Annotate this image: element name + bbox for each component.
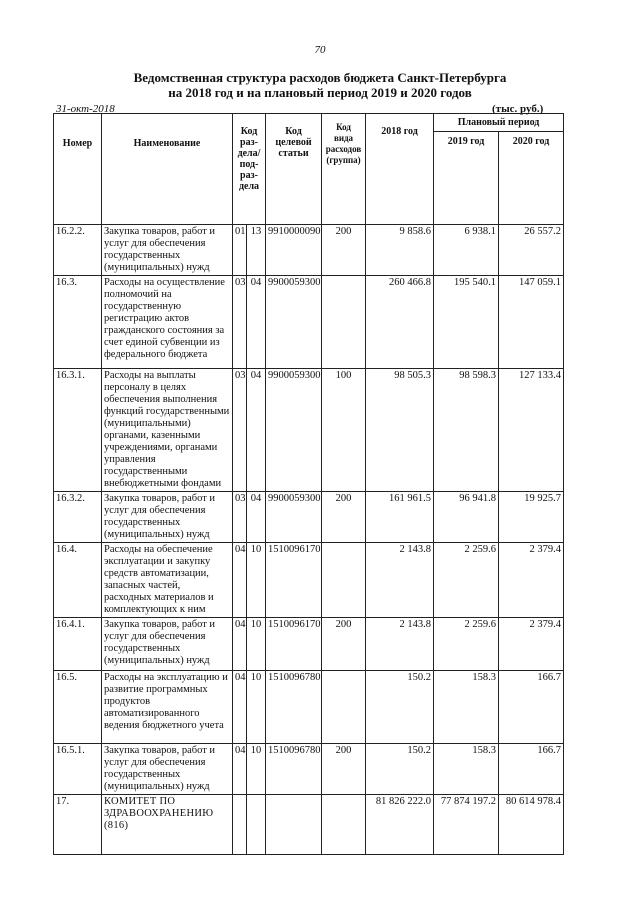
row-subsection: 10 — [247, 744, 266, 795]
row-expense-type — [322, 795, 366, 855]
row-name: Расходы на выплаты персоналу в целях обеспечения выполнения функций государственными (муниципальными) органами, казенными учреждениями, органами управления государственными внебюджетными фондами — [102, 369, 233, 492]
row-number: 17. — [54, 795, 102, 855]
budget-table — [53, 113, 564, 855]
row-amount-2019: 195 540.1 — [434, 276, 499, 369]
row-section: 03 — [233, 369, 247, 492]
header-section-code: Код раз- дела/ под- раз- дела — [233, 114, 266, 225]
row-amount-2020: 26 557.2 — [499, 225, 564, 276]
header-2019: 2019 год — [434, 132, 499, 225]
row-subsection — [247, 795, 266, 855]
row-subsection: 13 — [247, 225, 266, 276]
row-amount-2018: 98 505.3 — [366, 369, 434, 492]
row-section: 03 — [233, 492, 247, 543]
header-expense-type-code: Код вида расходов (группа) — [322, 114, 366, 225]
row-number: 16.2.2. — [54, 225, 102, 276]
row-subsection: 10 — [247, 618, 266, 671]
row-name: Расходы на осуществление полномочий на государственную регистрацию актов гражданского состояния за счет единой субвенции из федерального бюджета — [102, 276, 233, 369]
row-amount-2020: 147 059.1 — [499, 276, 564, 369]
row-subsection: 04 — [247, 369, 266, 492]
row-target-code: 1510096780 — [266, 671, 322, 744]
units-label: (тыс. руб.) — [492, 103, 544, 115]
table-row — [54, 744, 564, 795]
row-number: 16.4. — [54, 543, 102, 618]
row-amount-2020: 80 614 978.4 — [499, 795, 564, 855]
row-amount-2018: 150.2 — [366, 671, 434, 744]
row-target-code: 1510096170 — [266, 543, 322, 618]
document-date: 31-окт-2018 — [56, 103, 115, 115]
row-amount-2018: 81 826 222.0 — [366, 795, 434, 855]
header-target-code: Код целевой статьи — [266, 114, 322, 225]
row-section: 04 — [233, 618, 247, 671]
table-row — [54, 543, 564, 618]
row-number: 16.3.1. — [54, 369, 102, 492]
row-expense-type: 100 — [322, 369, 366, 492]
row-section: 03 — [233, 276, 247, 369]
row-amount-2020: 2 379.4 — [499, 618, 564, 671]
table-row — [54, 492, 564, 543]
row-name: Закупка товаров, работ и услуг для обеспечения государственных (муниципальных) нужд — [102, 225, 233, 276]
row-expense-type — [322, 671, 366, 744]
row-amount-2018: 161 961.5 — [366, 492, 434, 543]
row-expense-type: 200 — [322, 225, 366, 276]
title-line-1: Ведомственная структура расходов бюджета Санкт-Петербурга — [133, 70, 507, 85]
row-amount-2019: 96 941.8 — [434, 492, 499, 543]
row-subsection: 04 — [247, 492, 266, 543]
row-amount-2019: 2 259.6 — [434, 618, 499, 671]
row-amount-2018: 9 858.6 — [366, 225, 434, 276]
row-expense-type — [322, 276, 366, 369]
row-subsection: 04 — [247, 276, 266, 369]
header-2020: 2020 год — [499, 132, 564, 225]
row-amount-2018: 2 143.8 — [366, 543, 434, 618]
row-amount-2020: 2 379.4 — [499, 543, 564, 618]
row-target-code: 9900059300 — [266, 492, 322, 543]
row-target-code: 9900059300 — [266, 276, 322, 369]
header-name: Наименование — [102, 114, 233, 225]
row-section: 04 — [233, 543, 247, 618]
row-amount-2019: 158.3 — [434, 671, 499, 744]
row-subsection: 10 — [247, 543, 266, 618]
page-number: 70 — [314, 44, 326, 56]
row-amount-2018: 2 143.8 — [366, 618, 434, 671]
row-amount-2020: 166.7 — [499, 744, 564, 795]
row-amount-2018: 260 466.8 — [366, 276, 434, 369]
row-expense-type — [322, 543, 366, 618]
row-name: Расходы на обеспечение эксплуатации и закупку средств автоматизации, запасных частей, расходных материалов и комплектующих к ним — [102, 543, 233, 618]
table-row — [54, 369, 564, 492]
row-expense-type: 200 — [322, 744, 366, 795]
document-title — [0, 70, 640, 100]
row-expense-type: 200 — [322, 492, 366, 543]
row-name: КОМИТЕТ ПО ЗДРАВООХРАНЕНИЮ (816) — [102, 795, 233, 855]
row-amount-2020: 127 133.4 — [499, 369, 564, 492]
title-line-2: на 2018 год и на плановый период 2019 и 2020 годов — [168, 85, 472, 100]
row-section — [233, 795, 247, 855]
row-number: 16.5.1. — [54, 744, 102, 795]
header-number: Номер — [54, 114, 102, 225]
row-amount-2019: 98 598.3 — [434, 369, 499, 492]
table-row — [54, 618, 564, 671]
row-section: 01 — [233, 225, 247, 276]
row-section: 04 — [233, 671, 247, 744]
row-target-code: 9910000090 — [266, 225, 322, 276]
table-row — [54, 795, 564, 855]
row-name: Закупка товаров, работ и услуг для обеспечения государственных (муниципальных) нужд — [102, 744, 233, 795]
table-row — [54, 671, 564, 744]
row-name: Закупка товаров, работ и услуг для обеспечения государственных (муниципальных) нужд — [102, 618, 233, 671]
table-row — [54, 276, 564, 369]
row-name: Расходы на эксплуатацию и развитие программных продуктов автоматизированного ведения бюджетного учета — [102, 671, 233, 744]
row-number: 16.4.1. — [54, 618, 102, 671]
row-amount-2019: 6 938.1 — [434, 225, 499, 276]
row-section: 04 — [233, 744, 247, 795]
row-expense-type: 200 — [322, 618, 366, 671]
row-target-code — [266, 795, 322, 855]
row-amount-2019: 158.3 — [434, 744, 499, 795]
row-subsection: 10 — [247, 671, 266, 744]
row-number: 16.3. — [54, 276, 102, 369]
row-number: 16.5. — [54, 671, 102, 744]
row-number: 16.3.2. — [54, 492, 102, 543]
row-target-code: 1510096780 — [266, 744, 322, 795]
row-amount-2019: 77 874 197.2 — [434, 795, 499, 855]
row-amount-2020: 19 925.7 — [499, 492, 564, 543]
row-amount-2020: 166.7 — [499, 671, 564, 744]
table-row — [54, 225, 564, 276]
row-amount-2019: 2 259.6 — [434, 543, 499, 618]
row-name: Закупка товаров, работ и услуг для обеспечения государственных (муниципальных) нужд — [102, 492, 233, 543]
row-target-code: 1510096170 — [266, 618, 322, 671]
header-planned-period: Плановый период — [434, 114, 564, 132]
row-amount-2018: 150.2 — [366, 744, 434, 795]
row-target-code: 9900059300 — [266, 369, 322, 492]
header-2018: 2018 год — [366, 114, 434, 225]
